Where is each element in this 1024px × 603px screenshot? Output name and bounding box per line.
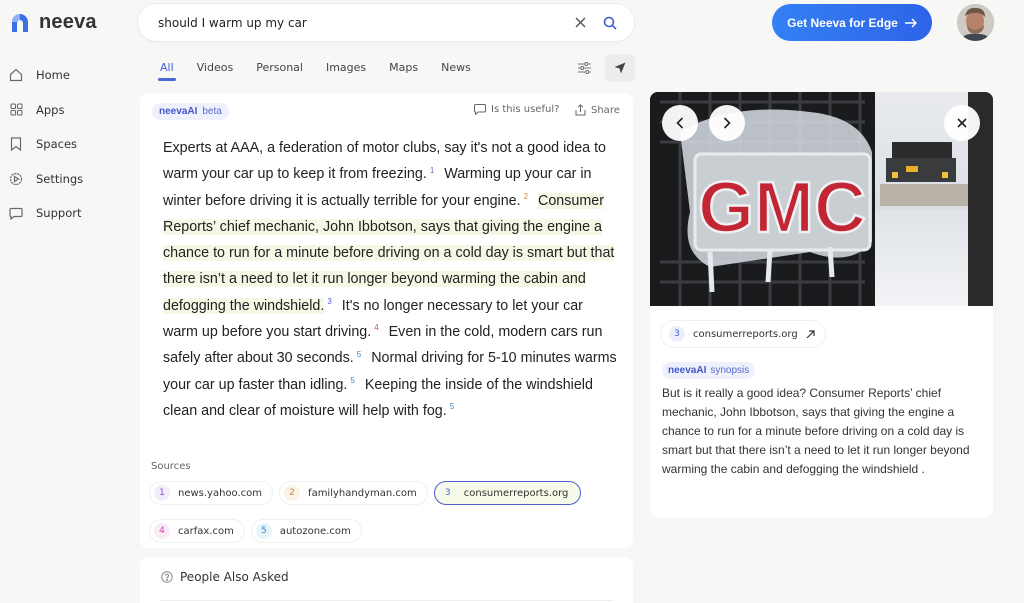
source-number: 4 [154, 523, 170, 539]
location-arrow-icon [614, 62, 626, 74]
user-avatar-image [957, 4, 994, 41]
source-preview-panel [650, 92, 993, 518]
share-label: Share [591, 104, 620, 116]
filter-button[interactable] [570, 56, 598, 80]
source-number: 5 [256, 523, 272, 539]
source-chip[interactable] [279, 481, 428, 505]
sidebar-item-home[interactable] [8, 58, 128, 93]
badge-sub: beta [202, 106, 222, 117]
chat-bubble-icon [8, 205, 24, 221]
sidebar [8, 58, 128, 231]
svg-text:GMC: GMC [698, 168, 866, 248]
citation-link[interactable]: 5 [356, 349, 362, 359]
source-image[interactable] [650, 92, 993, 306]
source-number: 3 [444, 488, 451, 498]
clear-search-button[interactable] [570, 13, 590, 33]
sidebar-item-label: Apps [36, 102, 65, 117]
answer-sentence-highlighted: Consumer Reports’ chief mechanic, John Ibbotson, says that giving the engine a chance to run for a minute before driving on a cold day is smart but that there isn’t a need to let it run longer beyond warming the cabin and defogging the windshield. [163, 192, 615, 314]
sidebar-item-label: Spaces [36, 137, 78, 152]
badge-sub: synopsis [710, 365, 750, 376]
answer-sentence: Even in the cold, modern cars run safely after about 30 seconds. [163, 324, 603, 367]
arrow-right-icon [905, 18, 917, 28]
answer-sentence: It's no longer necessary to let your car warm up before you start driving. [163, 297, 583, 341]
citation-link[interactable]: 1 [429, 165, 435, 175]
source-domain: carfax.com [178, 525, 234, 537]
gmc-grille-photo [650, 92, 993, 306]
source-domain: consumerreports.org [693, 328, 798, 340]
source-chip[interactable] [149, 481, 273, 505]
citation-link[interactable]: 5 [449, 402, 455, 412]
sidebar-item-spaces[interactable] [8, 127, 128, 162]
source-number: 1 [154, 485, 170, 501]
source-chip[interactable] [251, 519, 362, 543]
chat-bubble-icon [474, 104, 486, 115]
ai-answer-card [140, 93, 633, 548]
share-button[interactable] [575, 104, 620, 116]
sidebar-item-settings[interactable] [8, 162, 128, 197]
source-domain: familyhandyman.com [308, 487, 417, 499]
close-icon [575, 17, 586, 28]
tab-all[interactable]: All [160, 56, 174, 81]
source-number: 2 [284, 485, 300, 501]
search-bar [138, 4, 634, 41]
home-icon [8, 67, 24, 83]
neeva-ai-badge [152, 103, 229, 120]
sidebar-item-label: Support [36, 206, 82, 221]
sources-list [149, 481, 619, 543]
bookmark-icon [8, 136, 24, 152]
feedback-button[interactable] [474, 104, 559, 115]
source-chip[interactable] [149, 519, 245, 543]
source-link[interactable] [660, 320, 826, 348]
source-domain: consumerreports.org [463, 487, 569, 499]
sidebar-item-label: Home [36, 68, 70, 83]
search-icon [603, 16, 617, 30]
search-tabs [160, 56, 494, 81]
search-input[interactable] [158, 16, 570, 30]
source-domain: news.yahoo.com [178, 487, 263, 499]
sidebar-item-support[interactable] [8, 196, 128, 231]
badge-brand: neevaAI [159, 106, 198, 117]
paa-title: People Also Asked [180, 570, 289, 584]
people-also-asked [140, 557, 633, 603]
tab-maps[interactable]: Maps [389, 61, 419, 74]
citation-link[interactable]: 3 [327, 297, 332, 307]
cta-label: Get Neeva for Edge [787, 15, 898, 30]
tab-images[interactable]: Images [325, 61, 367, 74]
source-chip-active[interactable] [434, 481, 582, 505]
external-link-icon [806, 330, 815, 339]
ai-answer-text [163, 135, 618, 424]
divider [160, 600, 613, 601]
citation-link[interactable]: 4 [374, 323, 379, 333]
sources-label: Sources [151, 461, 191, 472]
previous-image-button[interactable] [662, 105, 698, 141]
share-icon [575, 104, 586, 116]
next-image-button[interactable] [709, 105, 745, 141]
neeva-ai-synopsis-badge [662, 362, 755, 379]
tab-personal[interactable]: Personal [256, 61, 303, 74]
location-button[interactable] [605, 54, 635, 82]
chevron-left-icon [676, 117, 684, 129]
answer-sentence: Experts at AAA, a federation of motor clubs, say it's not a good idea to warm your car up to keep it from freezing. [163, 140, 607, 183]
neeva-logo-icon [10, 14, 30, 32]
get-neeva-edge-button[interactable] [772, 4, 932, 41]
neeva-logo[interactable] [10, 11, 97, 34]
chevron-right-icon [723, 117, 731, 129]
sidebar-item-apps[interactable] [8, 93, 128, 128]
citation-link[interactable]: 2 [523, 191, 529, 201]
question-circle-icon [161, 571, 173, 583]
answer-sentence: Warming up your car in winter before driving it is actually terrible for your engine. [163, 166, 592, 209]
avatar[interactable] [957, 4, 994, 41]
close-icon [957, 118, 967, 128]
sliders-icon [578, 62, 591, 74]
apps-grid-icon [8, 102, 24, 118]
paa-header [161, 570, 289, 584]
source-number: 3 [669, 326, 685, 342]
sidebar-item-label: Settings [36, 171, 84, 186]
tab-videos[interactable]: Videos [196, 61, 234, 74]
badge-brand: neevaAI [668, 365, 707, 376]
synopsis-text: But is it really a good idea? Consumer Reports’ chief mechanic, John Ibbotson, says that giving the engine a chance to run for a minute before driving on a cold day is smart but that there isn’t a need to let it run longer beyond warming the cabin and defogging the windshield . [662, 386, 970, 476]
brand-name: neeva [39, 11, 97, 33]
search-button[interactable] [600, 13, 620, 33]
answer-sentence: Normal driving for 5-10 minutes warms your car up faster than idling. [163, 350, 617, 393]
answer-sentence: Keeping the inside of the windshield clean and clear of moisture will help with fog. [163, 376, 593, 419]
tab-news[interactable]: News [441, 61, 471, 74]
feedback-label: Is this useful? [491, 104, 560, 115]
settings-icon [8, 171, 24, 187]
source-domain: autozone.com [279, 525, 351, 537]
close-panel-button[interactable] [944, 105, 980, 141]
citation-link[interactable]: 5 [350, 375, 355, 385]
